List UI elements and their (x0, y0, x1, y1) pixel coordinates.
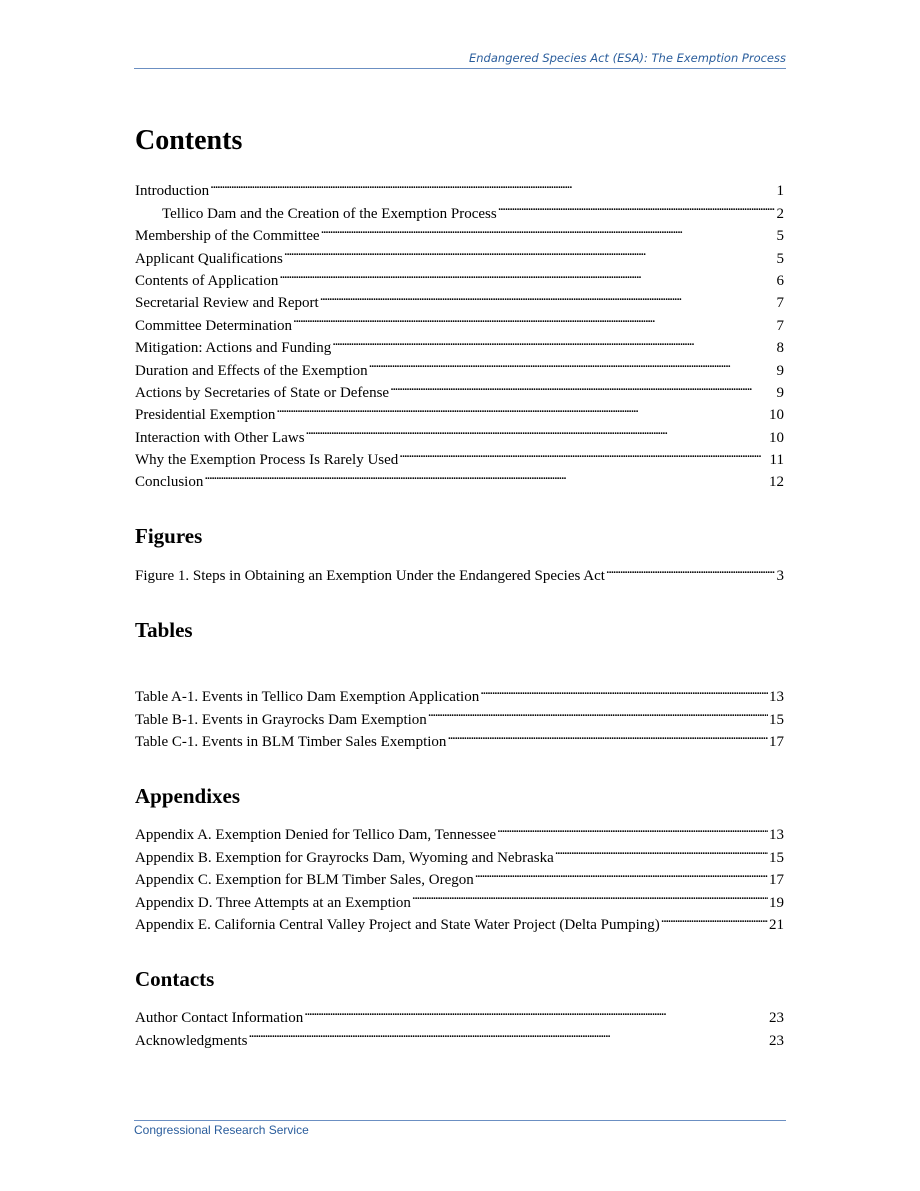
toc-entry-page: 9 (776, 362, 784, 379)
toc-entry-title: Appendix A. Exemption Denied for Tellico Dam, Tennessee (135, 827, 497, 844)
dot-leader (412, 884, 768, 906)
appendixes-list (135, 817, 784, 933)
toc-entry[interactable] (135, 464, 784, 491)
dot-leader (661, 907, 768, 929)
dot-leader (606, 558, 775, 580)
toc-entry-page: 9 (776, 384, 784, 401)
toc-entry-page: 3 (776, 568, 784, 585)
toc-entry-title: Contents of Application (135, 272, 279, 289)
toc-entry-title: Appendix B. Exemption for Grayrocks Dam, Wyoming and Nebraska (135, 849, 554, 866)
toc-entry-page: 13 (769, 827, 784, 844)
toc-entry-page: 2 (776, 205, 784, 222)
tables-heading: Tables (135, 618, 193, 642)
toc-entry-title: Membership of the Committee (135, 228, 320, 245)
toc-entry[interactable] (135, 1000, 784, 1027)
running-header (134, 50, 786, 69)
publisher-name: Congressional Research Service (134, 1123, 309, 1137)
toc-entry-page: 13 (769, 689, 784, 706)
dot-leader (480, 679, 768, 701)
contents-list (135, 173, 784, 491)
toc-entry-title: Appendix E. California Central Valley Project and State Water Project (Delta Pumping) (135, 916, 660, 933)
toc-entry-page: 15 (769, 711, 784, 728)
dot-leader (390, 375, 775, 397)
dot-leader (555, 839, 768, 861)
dot-leader (428, 701, 768, 723)
toc-entry-title: Actions by Secretaries of State or Defense (135, 384, 390, 401)
toc-entry-page: 19 (769, 894, 784, 911)
toc-entry-title: Figure 1. Steps in Obtaining an Exemption Under the Endangered Species Act (135, 568, 605, 585)
dot-leader (399, 442, 768, 464)
dot-leader (497, 817, 768, 839)
dot-leader (276, 397, 768, 419)
toc-entry-title: Conclusion (135, 474, 204, 491)
appendixes-heading: Appendixes (135, 784, 241, 808)
toc-entry-title: Committee Determination (135, 317, 293, 334)
toc-entry-page: 5 (776, 250, 784, 267)
dot-leader (284, 240, 775, 262)
toc-entry-page: 21 (769, 916, 784, 933)
toc-entry-title: Secretarial Review and Report (135, 295, 319, 312)
dot-leader (210, 173, 775, 195)
toc-entry-page: 1 (776, 183, 784, 200)
toc-entry-title: Appendix C. Exemption for BLM Timber Sales, Oregon (135, 872, 474, 889)
dot-leader (293, 307, 775, 329)
dot-leader (498, 195, 775, 217)
dot-leader (306, 419, 768, 441)
dot-leader (304, 1000, 768, 1022)
dot-leader (332, 330, 775, 352)
toc-entry[interactable] (135, 173, 784, 200)
toc-entry-title: Mitigation: Actions and Funding (135, 340, 332, 357)
toc-entry-title: Table A-1. Events in Tellico Dam Exemption Application (135, 689, 480, 706)
toc-entry-page: 7 (776, 295, 784, 312)
tables-list (135, 679, 784, 751)
toc-entry-title: Author Contact Information (135, 1010, 304, 1027)
dot-leader (248, 1022, 768, 1044)
page-footer (134, 1120, 786, 1137)
dot-leader (475, 862, 768, 884)
toc-entry-page: 7 (776, 317, 784, 334)
toc-entry[interactable] (135, 558, 784, 585)
figures-list (135, 558, 784, 585)
toc-entry-title: Acknowledgments (135, 1032, 248, 1049)
toc-entry-title: Presidential Exemption (135, 407, 276, 424)
dot-leader (320, 285, 775, 307)
toc-entry-title: Interaction with Other Laws (135, 429, 305, 446)
dot-leader (204, 464, 768, 486)
figures-heading: Figures (135, 524, 203, 548)
toc-entry-title: Duration and Effects of the Exemption (135, 362, 368, 379)
dot-leader (279, 263, 775, 285)
toc-entry-title: Why the Exemption Process Is Rarely Used (135, 452, 399, 469)
toc-entry-title: Appendix D. Three Attempts at an Exemption (135, 894, 411, 911)
toc-entry-page: 11 (769, 452, 784, 469)
toc-entry-title: Table C-1. Events in BLM Timber Sales Exemption (135, 734, 447, 751)
toc-entry[interactable] (135, 679, 784, 706)
toc-entry-page: 15 (769, 849, 784, 866)
toc-entry[interactable] (135, 817, 784, 844)
toc-entry-page: 5 (776, 228, 784, 245)
dot-leader (369, 352, 775, 374)
toc-entry-page: 17 (769, 734, 784, 751)
toc-entry-page: 10 (769, 407, 784, 424)
dot-leader (321, 218, 775, 240)
dot-leader (447, 724, 768, 746)
toc-entry-title: Tellico Dam and the Creation of the Exemption Process (162, 205, 497, 222)
toc-entry-page: 6 (776, 272, 784, 289)
toc-entry-page: 8 (776, 340, 784, 357)
toc-entry-page: 23 (769, 1010, 784, 1027)
contacts-heading: Contacts (135, 967, 215, 991)
toc-entry-page: 12 (769, 474, 784, 491)
contents-heading: Contents (135, 125, 243, 156)
contacts-list (135, 1000, 784, 1049)
toc-entry-title: Introduction (135, 183, 210, 200)
toc-entry[interactable] (135, 195, 784, 222)
toc-entry-page: 23 (769, 1032, 784, 1049)
running-title: Endangered Species Act (ESA): The Exemption Process (469, 51, 786, 65)
toc-entry-page: 10 (769, 429, 784, 446)
toc-entry-title: Applicant Qualifications (135, 250, 283, 267)
toc-entry-page: 17 (769, 872, 784, 889)
toc-entry-title: Table B-1. Events in Grayrocks Dam Exemption (135, 711, 427, 728)
